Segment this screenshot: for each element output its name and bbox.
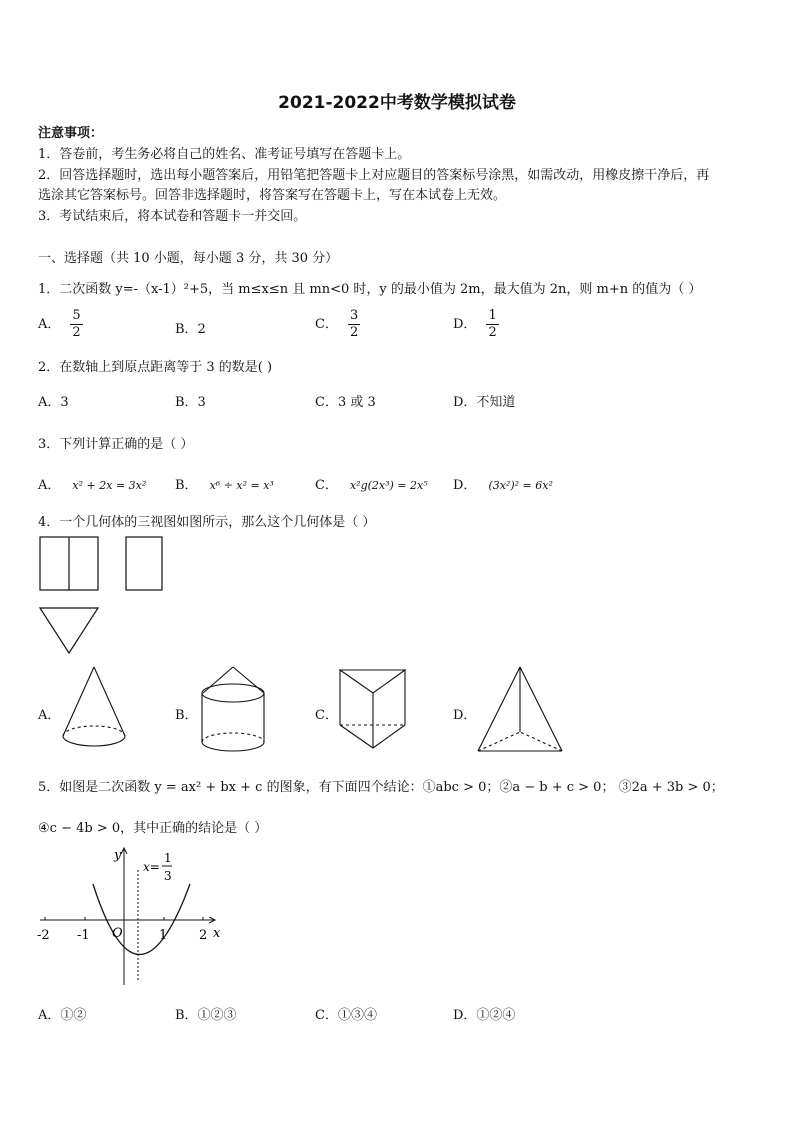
q2-option-c: C．3 或 3 <box>315 395 376 410</box>
page-title: 2021-2022中考数学模拟试卷 <box>278 93 516 113</box>
notice-item-2a: 2．回答选择题时，选出每小题答案后，用铅笔把答题卡上对应题目的答案标号涂黑，如需改动，用橡皮擦干净后，再 <box>38 168 710 183</box>
q2-option-d: D．不知道 <box>453 395 516 410</box>
q3-option-d: D． (3x²)² = 6x² <box>453 478 553 493</box>
q1-option-d: D． $\frac{1}{2}$ <box>453 308 497 340</box>
q4-solid-cylinder-cone <box>202 667 264 751</box>
q1-option-a: A． $\frac{5}{2}$ <box>38 308 81 340</box>
q5-stem-line2: ④c − 4b > 0，其中正确的结论是（ ） <box>38 821 268 836</box>
tick-label-neg1: -1 <box>77 928 90 943</box>
q5-stem-line1: 5．如图是二次函数 y = ax² + bx + c 的图象，有下面四个结论：①abc > 0；②a − b + c > 0； ③2a + 3b > 0； <box>38 780 724 795</box>
symmetry-axis-num: 1 <box>164 851 172 865</box>
q5-option-c: C．①③④ <box>315 1008 377 1023</box>
notice-item-2b: 选涂其它答案标号。回答非选择题时，将答案写在答题卡上，写在本试卷上无效。 <box>38 188 507 203</box>
q4-option-a: A． <box>38 708 61 723</box>
three-view-front <box>40 537 98 590</box>
q1-stem: 1．二次函数 y=-（x-1）²+5，当 m≤x≤n 且 mn<0 时，y 的最小值为 2m，最大值为 2n，则 m+n 的值为（ ） <box>38 282 702 297</box>
q3-option-c: C． x²g(2x³) = 2x⁵ <box>315 478 428 493</box>
symmetry-axis-den: 3 <box>164 869 172 883</box>
q4-solid-cone <box>63 667 125 746</box>
q1-a-fraction: $\frac{5}{2}$ <box>72 308 81 340</box>
q4-solid-pyramid <box>478 667 562 751</box>
q5-parabola-graph <box>30 840 230 990</box>
origin-label: O <box>112 926 123 941</box>
parabola-curve <box>93 884 190 955</box>
q4-stem: 4．一个几何体的三视图如图所示，那么这个几何体是（ ） <box>38 515 376 530</box>
q5-option-b: B．①②③ <box>175 1008 237 1023</box>
q4-option-c: C． <box>315 708 338 723</box>
q4-solid-prism <box>340 670 405 748</box>
y-axis-label: y <box>114 848 122 863</box>
notice-item-1: 1．答卷前，考生务必将自己的姓名、准考证号填写在答题卡上。 <box>38 147 411 162</box>
q3-option-b: B． x⁶ ÷ x² = x³ <box>175 478 274 493</box>
q4-option-b: B． <box>175 708 198 723</box>
q1-d-fraction: $\frac{1}{2}$ <box>488 308 497 340</box>
q2-stem: 2．在数轴上到原点距离等于 3 的数是( ) <box>38 360 273 375</box>
q3-option-a: A． x² + 2x = 3x² <box>38 478 147 493</box>
symmetry-axis-eq: x= <box>143 860 160 874</box>
q2-option-b: B．3 <box>175 395 206 410</box>
section-heading: 一、选择题（共 10 小题，每小题 3 分，共 30 分） <box>38 251 339 266</box>
q2-option-a: A．3 <box>38 395 69 410</box>
tick-label-neg2: -2 <box>37 928 50 943</box>
q1-option-b: B．2 <box>175 322 206 337</box>
x-axis-label: x <box>213 926 221 941</box>
q5-option-d: D．①②④ <box>453 1008 516 1023</box>
notice-heading: 注意事项： <box>38 126 104 141</box>
three-view-side <box>126 537 162 590</box>
q3-stem: 3．下列计算正确的是（ ） <box>38 437 194 452</box>
three-view-top <box>40 608 98 653</box>
tick-label-2: 2 <box>199 928 208 943</box>
q4-figures <box>0 530 794 765</box>
q5-option-a: A．①② <box>38 1008 87 1023</box>
q4-option-d: D． <box>453 708 477 723</box>
q1-c-fraction: $\frac{3}{2}$ <box>349 308 359 340</box>
tick-label-1: 1 <box>159 928 168 943</box>
q1-option-c: C． $\frac{3}{2}$ <box>315 308 359 340</box>
notice-item-3: 3．考试结束后，将本试卷和答题卡一并交回。 <box>38 209 307 224</box>
